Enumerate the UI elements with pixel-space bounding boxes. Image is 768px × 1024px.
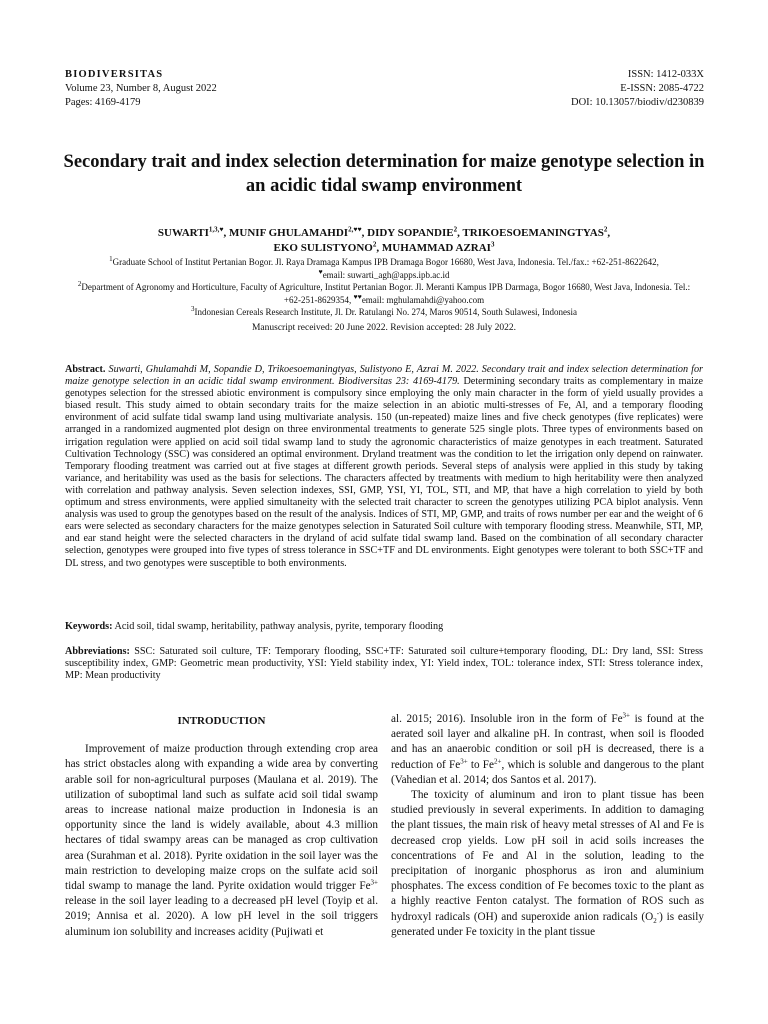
paragraph-text: ) is easily generated under Fe toxicity in the plant tissue [391,910,704,938]
affiliation-2 [70,281,698,306]
journal-header-left [65,68,217,110]
eissn: E-ISSN: 2085-4722 [620,83,704,94]
journal-volume: Volume 23, Number 8, August 2022 [65,83,217,94]
abstract-citation: Suwarti, Ghulamahdi M, Sopandie D, Trikoesoemaningtyas, Sulistyono E, Azrai M. 2022. Secondary trait and index selection determination for maize genotype selection in an acidic tidal swamp environment. Biodiversitas 23: 4169-4179. [65,364,703,388]
manuscript-dates: Manuscript received: 20 June 2022. Revision accepted: 28 July 2022. [251,323,517,333]
abbreviations-text: SSC: Saturated soil culture, TF: Temporary flooding, SSC+TF: Saturated soil culture+temporary flooding, DL: Dry land, SSI: Stress susceptibility index, GMP: Geometric mean productivity, YSI: Yield stability index, YI: Yield index, TOL: tolerance index, STI: Stress tolerance index, MP: Mean productivity [65,646,703,682]
corresponding-email[interactable]: email: suwarti_agh@apps.ipb.ac.id [322,269,450,280]
author-affiliation-mark: 2 [603,225,608,234]
right-column [391,712,704,940]
author-affiliation-mark: 2 [372,240,377,249]
affiliation-3 [70,306,698,319]
author-name: DIDY SOPANDIE [367,227,454,239]
paragraph-text: al. 2015; 2016). Insoluble iron in the form of Fe [391,713,623,725]
author-name: MUHAMMAD AZRAI [381,242,491,254]
author-affiliation-mark: 2 [453,225,458,234]
paragraph [391,788,704,940]
affiliations [70,256,698,319]
superscript: 2+ [494,756,502,765]
author-name: TRIKOESOEMANINGTYAS [462,227,604,239]
journal-name: BIODIVERSITAS [65,69,164,80]
abstract [65,364,703,570]
keywords-label: Keywords: [65,621,113,632]
abbreviations-label: Abbreviations: [65,646,130,657]
journal-header-right [571,68,704,110]
superscript: - [656,908,660,917]
paragraph-text: release in the soil layer leading to a decreased pH level (Toyip et al. 2019; Annisa et al. 2020). A low pH level in the soil triggers aluminum ion solubility and increases acidity (Pujiwati et [65,895,378,938]
subscript: 2 [653,916,657,925]
email-mark: ♥♥ [353,292,362,301]
section-heading: INTRODUCTION [177,715,266,727]
affiliation-text: Indonesian Cereals Research Institute, Jl. Dr. Ratulangi No. 274, Maros 90514, South Sulawesi, Indonesia [194,307,577,317]
affiliation-text: Graduate School of Institut Pertanian Bogor. Jl. Raya Dramaga Kampus IPB Dramaga Bogor 16680, West Java, Indonesia. Tel./fax.: +62-251-8622642, [112,257,659,267]
paragraph-text: to Fe [467,758,494,771]
keywords [65,621,703,633]
affiliation-number: 1 [109,255,113,263]
author-affiliation-mark: 3 [490,240,495,249]
affiliation-number: 3 [191,305,195,313]
affiliation-number: 2 [77,280,82,288]
superscript: 3+ [460,756,468,765]
doi: DOI: 10.13057/biodiv/d230839 [571,97,704,108]
author-name: EKO SULISTYONO [273,242,373,254]
author-affiliation-mark: 1,3,♥ [208,225,224,234]
superscript: 3+ [370,878,378,887]
abstract-body: Determining secondary traits as complementary in maize genotypes selection for the stressed abiotic environment is compulsory since employing the only main character in the form of yield usually provides a biased result. This study aimed to obtain secondary traits for the maize selection in an abiotic multi-stresses of Fe, Al, and a temporary flooding environment of acid sulfate tidal swamp land using multivariate analysis. 150 (un-repeated) maize lines and five check genotypes (five replicates) were arranged in a randomized augmented plot design on three environmental treatments to generate 525 single plots. Three types of environments based on irrigation regulation were applied on acid soil tidal swamp land to study the agronomic characteristics of maize genotypes in each treatment. Saturated Cultivation Technology (SSC) was considered an optimal environment. Dryland treatment was the condition to let the irrigation only depend on rainwater. Temporary flooding treatment was carried out at five stages at different growth periods. Several steps of analysis were applied in this study by taking variance, and heritability was used as the basis for selections. The characters affected by treatments with medium to high heritability were then analyzed with correlation and pathway analysis. Seven selection indexes, SSI, GMP, YSI, YI, TOL, STI, and MP, that have a high correlation to yield by both optimum and stress environments, were applied simultaneity with the selected trait character to screen the genotypes utilizing PCA biplot analysis. Venn analysis was used to group the genotypes based on the result of the analysis. Indices of STI, MP, GMP, and traits of rows number per ear and the weight of 6 ears were selected as secondary characters for the maize genotypes selection in Saturated Soil culture with temporary flooding stress. Meanwhile, STI, MP, and ear stand height were the selected characters in the dryland of acid sulfate tidal swamp land. Based on the combination of all secondary character selection, genotypes were grouped into five types of stress tolerance in SSC+TF and DL environments. Eight genotypes were tolerant to both SSC+TF and DL stress, and two genotypes were susceptible to both environments. [65,376,703,569]
paragraph-text: is found at the aerated soil layer and alkaline pH. In contrast, when soil is flooded and has an anaerobic condition or soil pH is decreased, there is a reduction of Fe [391,713,704,771]
corresponding-email[interactable]: email: mghulamahdi@yahoo.com [361,294,485,305]
superscript: 3+ [622,711,630,720]
paper-title: Secondary trait and index selection determination for maize genotype selection in an acidic tidal swamp environment [63,152,705,196]
left-column [65,712,378,940]
author-affiliation-mark: 2,♥♥ [348,225,362,234]
email-mark: ♥ [318,267,323,276]
paragraph-text: The toxicity of aluminum and iron to plant tissue has been studied previously in several experiments. In addition to damaging the plant tissues, the main risk of heavy metal stresses of Al and Fe is decreased crop yields. Low pH soil in acid soils increases the concentrations of Fe and Al in the solution, leading to the precipitation of inorganic phosphorus as iron and aluminium phosphates. The excess condition of Fe becomes toxic to the plant as a highly reactive Fenton catalyst. The formation of ROS such as hydroxyl radicals (OH) and superoxide anion radicals (O [391,789,704,923]
paragraph [65,742,378,940]
issn: ISSN: 1412-033X [627,69,704,80]
paragraph-text: , which is soluble and dangerous to the plant (Vahedian et al. 2014; dos Santos et al. 2017). [391,758,705,786]
affiliation-1 [70,256,698,281]
author-list: $SUWARTI^{1,3,♥}$, MUNIF $GHULAMAHDI^{2,♥♥}$, DIDY SOPANDIE$^2$, TRIKOESOEMANINGTYAS$^2$, EKO SULISTYONO$^2$, MUHAMMAD AZRAI$^3$ [157,225,611,254]
journal-pages: Pages: 4169-4179 [65,97,141,108]
author-name: SUWARTI [157,227,209,239]
abbreviations [65,646,703,682]
affiliation-text: Department of Agronomy and Horticulture, Faculty of Agriculture, Institut Pertanian Bogor. Jl. Meranti Kampus IPB Darmaga, Bogor 16680, West Java, Indonesia. Tel.: +62-251-8629354, [81,282,691,305]
paragraph-text: Improvement of maize production through extending crop area has strict obstacles along with expanding a wide area by converting arable soil for non-agricultural purposes (Maulana et al. 2019). The utilization of suboptimal land such as sulfate acid soil tidal swamp areas to increase national maize production in Indonesia is an opportunity since the land is widely available, about 4.3 million hectares of tidal swampy areas can be managed as crop cultivation area (Surahman et al. 2018). Pyrite oxidation in the soil layer was the main restriction to developing maize crops on the sulfate acid soil tidal swamp to manage the land. Pyrite oxidation would trigger Fe [65,743,378,893]
abstract-label: Abstract. [65,364,106,375]
author-name: MUNIF GHULAMAHDI [229,227,349,239]
paragraph [391,712,704,788]
keywords-text: Acid soil, tidal swamp, heritability, pathway analysis, pyrite, temporary flooding [114,621,444,632]
